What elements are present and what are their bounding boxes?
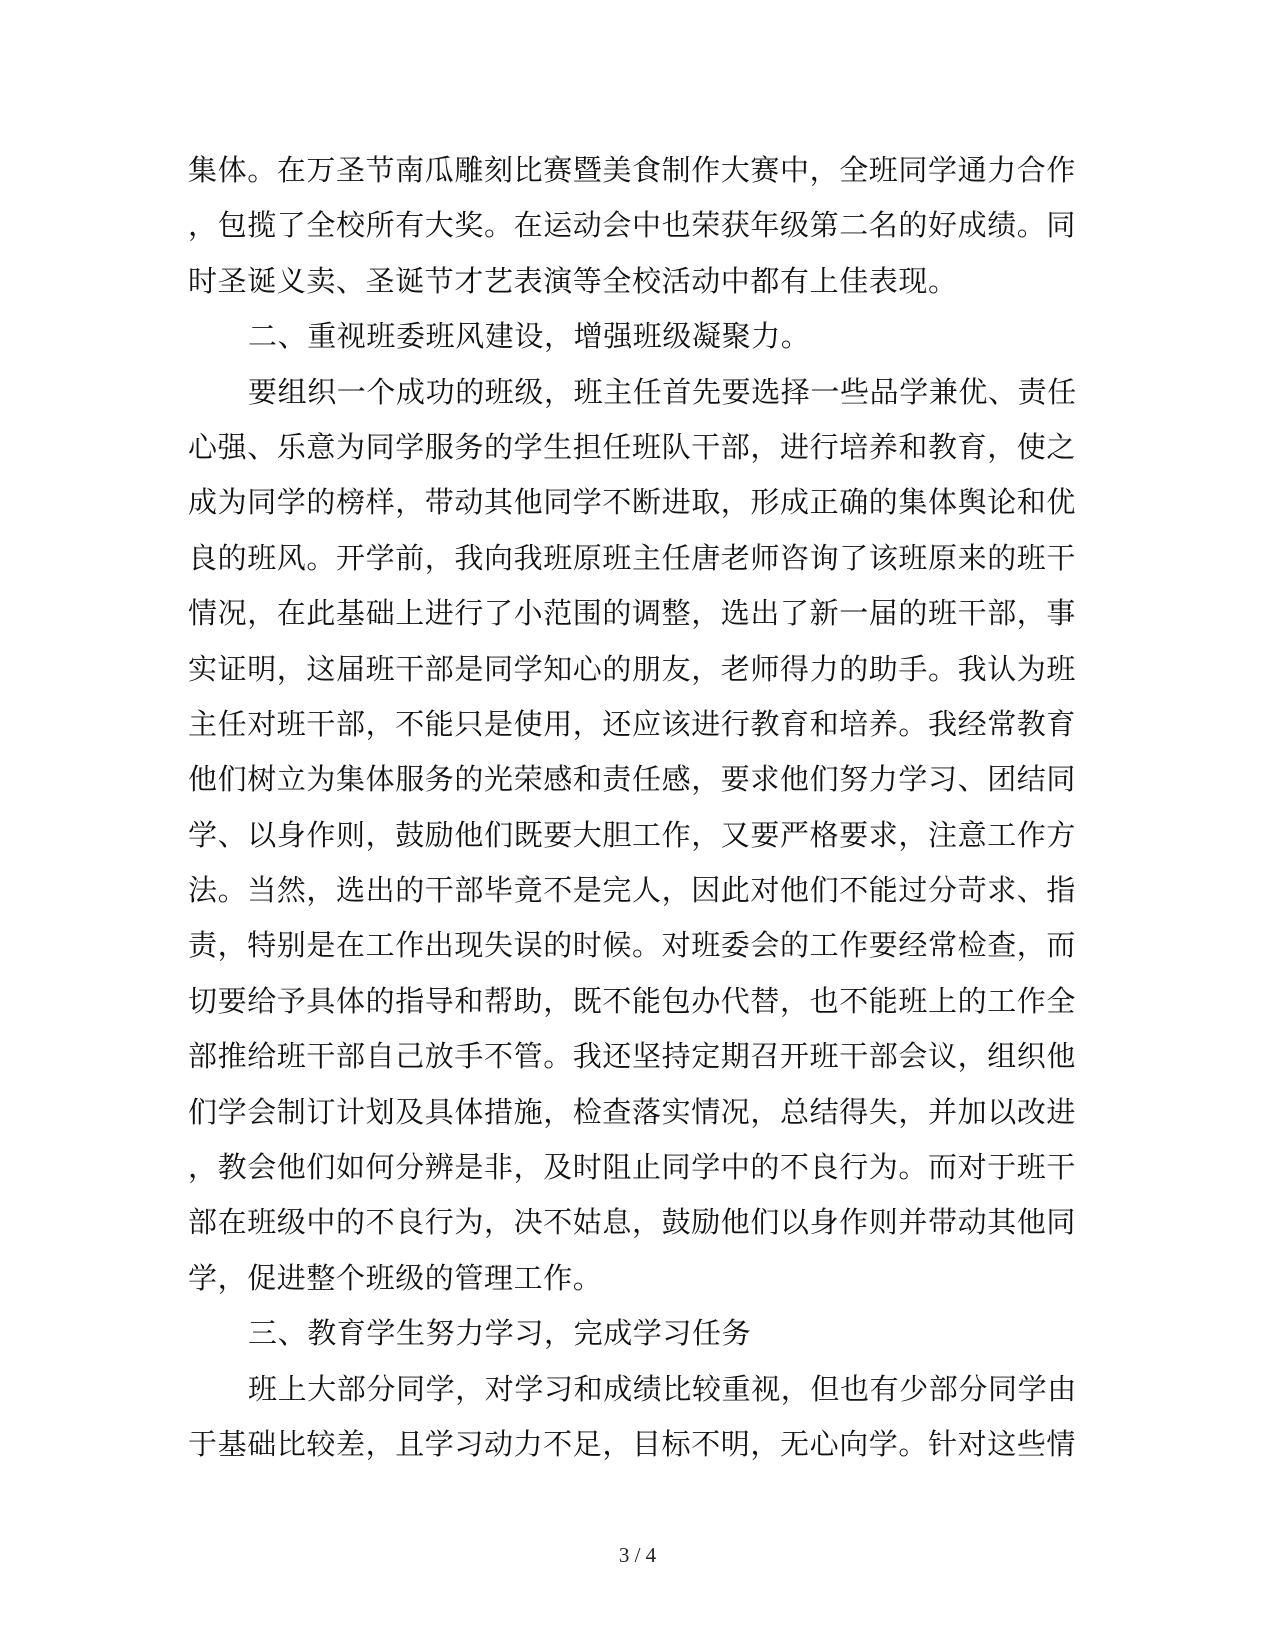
text-line: 实证明，这届班干部是同学知心的朋友，老师得力的助手。我认为班	[188, 651, 1077, 686]
text-line: 们学会制订计划及具体措施，检查落实情况，总结得失，并加以改进	[188, 1094, 1077, 1129]
text-line: 学、以身作则，鼓励他们既要大胆工作，又要严格要求，注意工作方	[188, 817, 1077, 852]
text-line: 时圣诞义卖、圣诞节才艺表演等全校活动中都有上佳表现。	[188, 263, 958, 298]
text-line: 要组织一个成功的班级，班主任首先要选择一些品学兼优、责任	[248, 374, 1077, 409]
text-line: 心强、乐意为同学服务的学生担任班队干部，进行培养和教育，使之	[188, 429, 1077, 464]
text-line: 部推给班干部自己放手不管。我还坚持定期召开班干部会议，组织他	[188, 1039, 1077, 1074]
text-line: 班上大部分同学，对学习和成绩比较重视，但也有少部分同学由	[248, 1371, 1077, 1406]
text-line: 切要给予具体的指导和帮助，既不能包办代替，也不能班上的工作全	[188, 983, 1077, 1018]
section-heading: 三、教育学生努力学习，完成学习任务	[248, 1316, 752, 1351]
text-line: 良的班风。开学前，我向我班原班主任唐老师咨询了该班原来的班干	[188, 540, 1077, 575]
text-line: 法。当然，选出的干部毕竟不是完人，因此对他们不能过分苛求、指	[188, 873, 1077, 908]
section-heading: 二、重视班委班风建设，增强班级凝聚力。	[248, 319, 811, 354]
text-line: 集体。在万圣节南瓜雕刻比赛暨美食制作大赛中，全班同学通力合作	[188, 153, 1077, 187]
text-line: 部在班级中的不良行为，决不姑息，鼓励他们以身作则并带动其他同	[188, 1205, 1077, 1240]
text-line: ，包揽了全校所有大奖。在运动会中也荣获年级第二名的好成绩。同	[188, 208, 1077, 243]
text-line: 责，特别是在工作出现失误的时候。对班委会的工作要经常检查，而	[188, 928, 1077, 963]
text-line: ，教会他们如何分辨是非，及时阻止同学中的不良行为。而对于班干	[188, 1150, 1077, 1185]
document-body	[188, 143, 1077, 1472]
text-line: 他们树立为集体服务的光荣感和责任感，要求他们努力学习、团结同	[188, 762, 1077, 797]
text-line: 情况，在此基础上进行了小范围的调整，选出了新一届的班干部，事	[188, 596, 1077, 631]
text-line: 成为同学的榜样，带动其他同学不断进取，形成正确的集体舆论和优	[188, 485, 1077, 520]
text-line: 学，促进整个班级的管理工作。	[188, 1260, 603, 1295]
text-line: 主任对班干部，不能只是使用，还应该进行教育和培养。我经常教育	[188, 706, 1077, 741]
text-line: 于基础比较差，且学习动力不足，目标不明，无心向学。针对这些情	[188, 1426, 1077, 1461]
page-number: 3 / 4	[618, 1543, 657, 1567]
